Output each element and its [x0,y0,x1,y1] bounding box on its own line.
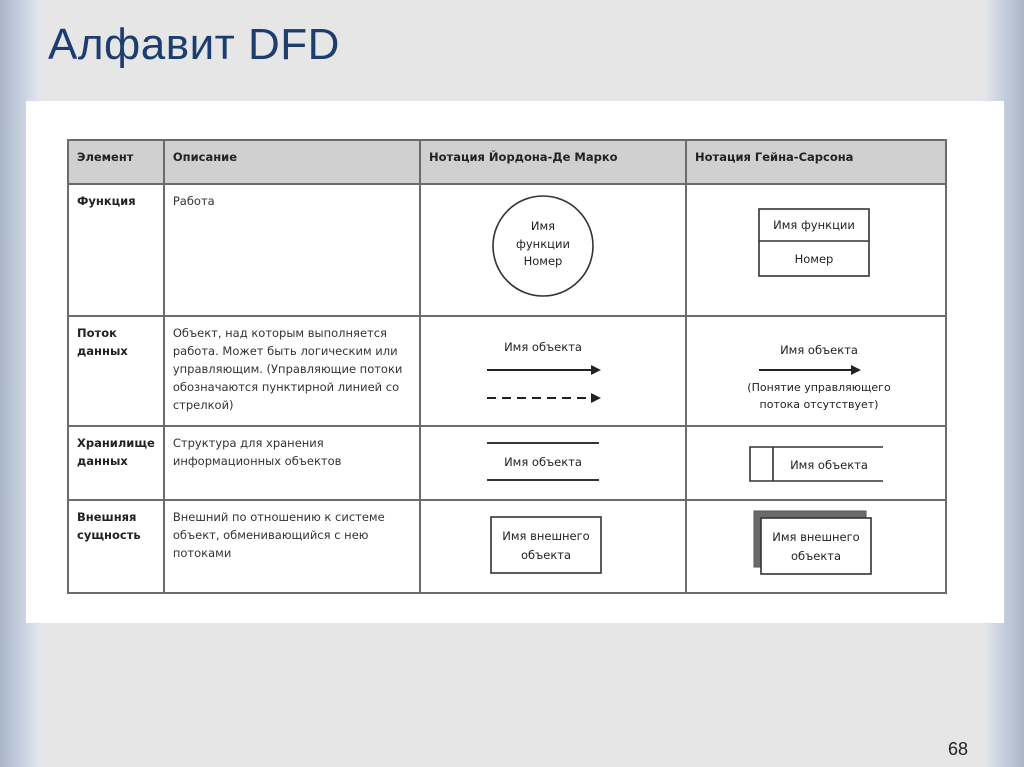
page-number: 68 [948,739,969,759]
gane-external-text-line2: объекта [790,549,842,563]
element-name: Внешняя сущность [68,500,164,593]
store-label: Имя объекта [504,455,582,469]
gane-function-box [687,185,945,310]
element-name: Функция [68,184,164,316]
header-gane-sarson-notation: Нотация Гейна-Сарсона [686,140,946,184]
gane-flow-label: Имя объекта [780,343,858,357]
external-text-line1: Имя внешнего [502,529,590,543]
gane-function-name: Имя функции [773,218,855,232]
external-text-line2: объекта [520,548,572,562]
header-description: Описание [164,140,420,184]
element-name: Хранилище данных [68,426,164,500]
table-row-data-flow [68,316,946,426]
element-description: Объект, над которым выполняется работа. Может быть логическим или управляющим. (Управляющие потоки обозначаются пунктирной линией со стрелкой) [164,316,420,426]
gane-store-symbol [687,427,945,494]
gane-flow-arrow [687,317,945,420]
gane-external-box [687,501,945,587]
element-description: Внешний по отношению к системе объект, обменивающийся с нею потоками [164,500,420,593]
gane-store-label: Имя объекта [790,458,868,472]
gane-flow-note-line2: потока отсутствует) [759,398,879,411]
gane-function-cell [686,184,946,316]
yourdon-flow-cell [420,316,686,426]
yourdon-external-cell [420,500,686,593]
table-row-external-entity [68,500,946,593]
table-row-data-store [68,426,946,500]
flow-label: Имя объекта [504,340,582,354]
gane-flow-note-line1: (Понятие управляющего [747,381,891,394]
gane-external-text-line1: Имя внешнего [772,530,860,544]
circle-text-line3: Номер [523,254,563,268]
gane-flow-cell [686,316,946,426]
yourdon-store-symbol [421,427,685,494]
gane-function-number: Номер [794,252,834,266]
yourdon-external-box [421,501,685,587]
yourdon-function-circle [421,185,685,310]
header-yourdon-notation: Нотация Йордона-Де Марко [420,140,686,184]
yourdon-store-cell [420,426,686,500]
slide-title: Алфавит DFD [48,20,340,69]
element-name: Поток данных [68,316,164,426]
content-panel [26,101,1004,623]
gane-store-cell [686,426,946,500]
element-description: Структура для хранения информационных объектов [164,426,420,500]
circle-text-line2: функции [516,237,570,251]
yourdon-flow-arrows [421,317,685,420]
circle-text-line1: Имя [530,219,556,233]
header-element: Элемент [68,140,164,184]
element-description: Работа [164,184,420,316]
gane-external-cell [686,500,946,593]
dfd-alphabet-table [67,139,947,594]
yourdon-function-cell [420,184,686,316]
table-header-row [68,140,946,184]
table-row-function [68,184,946,316]
